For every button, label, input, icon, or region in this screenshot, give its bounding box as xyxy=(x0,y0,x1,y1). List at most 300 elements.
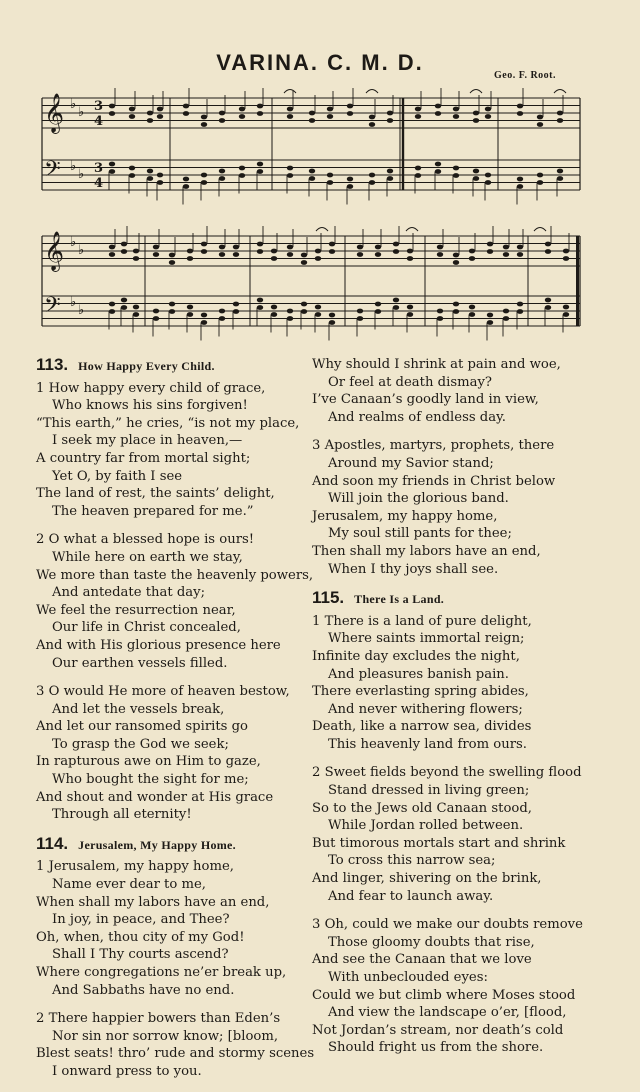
verse-line: Nor sin nor sorrow know; [bloom, xyxy=(52,1028,279,1044)
verse-line: And never withering flowers; xyxy=(328,701,523,717)
note-head xyxy=(453,166,459,171)
note-head xyxy=(201,313,207,318)
note-head xyxy=(327,180,333,185)
note-head xyxy=(133,312,139,317)
note-head xyxy=(133,249,139,254)
note-head xyxy=(169,309,175,314)
verse-line: So to the Jews old Canaan stood, xyxy=(312,800,532,816)
verse-line: Stand dressed in living green; xyxy=(328,783,530,799)
note-head xyxy=(485,107,491,112)
note-head xyxy=(201,242,207,247)
note-head xyxy=(487,242,493,247)
fermata-icon xyxy=(470,90,482,94)
verse-line: Yet O, by faith I see xyxy=(52,468,183,484)
note-head xyxy=(287,245,293,250)
verse-line: And pleasures banish pain. xyxy=(328,666,509,682)
verse-line: When shall my labors have an end, xyxy=(36,894,270,910)
fermata-icon xyxy=(406,228,418,232)
hymn-number: 114. xyxy=(36,833,69,853)
verse-line: We more than taste the heavenly powers, xyxy=(36,567,314,583)
hymn-113 xyxy=(36,355,314,824)
note-head xyxy=(109,252,115,257)
verse-line: When I thy joys shall see. xyxy=(328,561,499,577)
note-head xyxy=(201,249,207,254)
note-head xyxy=(257,169,263,174)
note-head xyxy=(169,302,175,307)
note-head xyxy=(407,312,413,317)
verse-line: Oh, when, thou city of my God! xyxy=(36,929,245,945)
note-head xyxy=(153,252,159,257)
note-head xyxy=(473,118,479,123)
note-head xyxy=(183,184,189,189)
note-head xyxy=(239,166,245,171)
note-head xyxy=(329,320,335,325)
verse-line: “This earth,” he cries, “is not my place, xyxy=(36,415,300,431)
note-head xyxy=(453,173,459,178)
verse-line: And shout and wonder at His grace xyxy=(36,789,274,805)
verse-line: I seek my place in heaven,— xyxy=(52,433,243,449)
verse-line: With unbeclouded eyes: xyxy=(328,970,488,985)
note-head xyxy=(257,104,263,109)
verse-line: And realms of endless day. xyxy=(328,409,506,425)
note-head xyxy=(435,111,441,116)
note-head xyxy=(183,104,189,109)
hymn-number: 113. xyxy=(36,355,69,374)
verse-line: Name ever dear to me, xyxy=(52,877,206,893)
note-head xyxy=(435,169,441,174)
note-head xyxy=(329,313,335,318)
verse-line: 1 Jerusalem, my happy home, xyxy=(36,859,234,875)
note-head xyxy=(301,260,307,265)
note-head xyxy=(517,104,523,109)
note-head xyxy=(183,177,189,182)
verse-line: While Jordan rolled between. xyxy=(328,818,524,834)
hymn-title: Jerusalem, My Happy Home. xyxy=(78,837,236,852)
note-head xyxy=(485,173,491,178)
verse-line: And soon my friends in Christ below xyxy=(312,473,556,489)
note-head xyxy=(357,245,363,250)
note-head xyxy=(487,249,493,254)
note-head xyxy=(301,253,307,258)
verse-line: Not Jordan’s stream, nor death’s cold xyxy=(312,1022,564,1038)
note-head xyxy=(287,316,293,321)
note-head xyxy=(563,249,569,254)
note-head xyxy=(147,169,153,174)
note-head xyxy=(393,249,399,254)
note-head xyxy=(309,111,315,116)
note-head xyxy=(375,302,381,307)
note-head xyxy=(357,316,363,321)
note-head xyxy=(187,312,193,317)
note-head xyxy=(121,298,127,303)
left-column xyxy=(36,355,315,1092)
note-head xyxy=(545,242,551,247)
note-head xyxy=(537,180,543,185)
note-head xyxy=(219,169,225,174)
note-head xyxy=(563,312,569,317)
note-head xyxy=(287,252,293,257)
flat-icon: ♭ xyxy=(70,97,77,112)
note-head xyxy=(309,118,315,123)
note-head xyxy=(387,169,393,174)
verse-line: I onward press to you. xyxy=(52,1063,202,1079)
fermata-icon xyxy=(366,90,378,94)
note-head xyxy=(357,252,363,257)
note-head xyxy=(201,180,207,185)
note-head xyxy=(469,312,475,317)
note-head xyxy=(369,173,375,178)
note-head xyxy=(393,242,399,247)
hymn-header xyxy=(36,356,306,376)
stanza xyxy=(36,683,306,824)
note-head xyxy=(517,309,523,314)
note-head xyxy=(271,256,277,261)
verse-line: 1 There is a land of pure delight, xyxy=(312,613,532,629)
note-head xyxy=(129,114,135,119)
note-head xyxy=(309,169,315,174)
note-head xyxy=(239,114,245,119)
flat-icon: ♭ xyxy=(78,105,85,120)
note-head xyxy=(537,173,543,178)
note-head xyxy=(375,252,381,257)
verse-line: Through all eternity! xyxy=(52,807,192,823)
note-head xyxy=(153,309,159,314)
verse-line: We feel the resurrection near, xyxy=(36,602,236,618)
note-head xyxy=(315,305,321,310)
verse-line: Then shall my labors have an end, xyxy=(312,543,541,559)
note-head xyxy=(271,305,277,310)
verse-line: 3 O would He more of heaven bestow, xyxy=(36,684,290,700)
verse-line: A country far from mortal sight; xyxy=(36,450,251,466)
note-head xyxy=(537,115,543,120)
note-head xyxy=(453,309,459,314)
flat-icon: ♭ xyxy=(78,167,85,182)
note-head xyxy=(545,249,551,254)
time-signature-numerator: 3 xyxy=(94,99,104,114)
fermata-icon xyxy=(554,90,566,94)
verse-line: Where saints immortal reign; xyxy=(328,631,525,647)
tune-title: VARINA. C. M. D. xyxy=(216,50,424,75)
note-head xyxy=(537,122,543,127)
verse-line: Blest seats! thro’ rude and stormy scenes xyxy=(36,1046,315,1062)
fermata-icon xyxy=(316,228,328,232)
verse-line: This heavenly land from ours. xyxy=(328,736,527,752)
flat-icon: ♭ xyxy=(70,295,77,310)
note-head xyxy=(487,320,493,325)
note-head xyxy=(109,111,115,116)
note-head xyxy=(153,316,159,321)
note-head xyxy=(375,309,381,314)
note-head xyxy=(129,107,135,112)
note-head xyxy=(503,316,509,321)
note-head xyxy=(415,173,421,178)
flat-icon: ♭ xyxy=(78,243,85,258)
verse-line: To grasp the God we seek; xyxy=(52,736,229,752)
verse-line: Those gloomy doubts that rise, xyxy=(328,934,535,950)
note-head xyxy=(287,107,293,112)
note-head xyxy=(387,118,393,123)
note-head xyxy=(545,298,551,303)
verse-line: And let our ransomed spirits go xyxy=(36,719,248,735)
verse-line: Where congregations ne’er break up, xyxy=(36,965,287,980)
stanza-list-continued xyxy=(312,356,587,578)
stanza xyxy=(36,1010,315,1080)
stanza xyxy=(312,613,587,754)
bass-clef-icon: 𝄢 xyxy=(44,293,61,323)
bass-clef-icon: 𝄢 xyxy=(44,157,61,187)
note-head xyxy=(233,252,239,257)
note-head xyxy=(329,249,335,254)
verse-line: Will join the glorious band. xyxy=(328,491,509,507)
stanza xyxy=(312,437,587,578)
note-head xyxy=(415,166,421,171)
note-head xyxy=(517,252,523,257)
verse-line: Why should I shrink at pain and woe, xyxy=(312,357,561,372)
hymn-title: There Is a Land. xyxy=(354,592,445,607)
note-head xyxy=(187,256,193,261)
note-head xyxy=(415,114,421,119)
note-head xyxy=(257,305,263,310)
hymn-header xyxy=(312,589,587,609)
note-head xyxy=(239,107,245,112)
note-head xyxy=(453,107,459,112)
note-head xyxy=(169,260,175,265)
note-head xyxy=(233,245,239,250)
stanza xyxy=(36,380,306,521)
note-head xyxy=(517,302,523,307)
treble-clef-icon: 𝄞 xyxy=(44,93,65,133)
note-head xyxy=(435,162,441,167)
note-head xyxy=(347,184,353,189)
note-head xyxy=(287,309,293,314)
verse-line: While here on earth we stay, xyxy=(52,549,243,565)
stanza xyxy=(312,916,587,1057)
note-head xyxy=(287,173,293,178)
note-head xyxy=(469,256,475,261)
note-head xyxy=(369,115,375,120)
note-head xyxy=(563,305,569,310)
time-signature-denominator: 4 xyxy=(94,114,104,129)
note-head xyxy=(517,111,523,116)
verse-line: Our life in Christ concealed, xyxy=(52,620,241,636)
verse-line: Death, like a narrow sea, divides xyxy=(312,719,532,735)
note-head xyxy=(473,111,479,116)
note-head xyxy=(157,180,163,185)
time-signature-numerator: 3 xyxy=(94,161,104,176)
note-head xyxy=(257,162,263,167)
note-head xyxy=(415,107,421,112)
note-head xyxy=(219,111,225,116)
verse-line: The heaven prepared for me.” xyxy=(52,503,254,519)
note-head xyxy=(201,320,207,325)
note-head xyxy=(187,249,193,254)
note-head xyxy=(393,298,399,303)
note-head xyxy=(387,176,393,181)
hymn-header xyxy=(36,835,306,855)
note-head xyxy=(183,111,189,116)
stanza xyxy=(36,531,314,672)
note-head xyxy=(121,305,127,310)
note-head xyxy=(157,107,163,112)
note-head xyxy=(557,169,563,174)
verse-line: Could we but climb where Moses stood xyxy=(312,987,576,1003)
note-head xyxy=(327,107,333,112)
verse-line: And fear to launch away. xyxy=(328,888,494,904)
note-head xyxy=(387,111,393,116)
verse-line: 2 There happier bowers than Eden’s xyxy=(36,1011,281,1027)
time-signature-denominator: 4 xyxy=(94,176,104,191)
note-head xyxy=(393,305,399,310)
stanza-list xyxy=(312,613,587,1057)
note-head xyxy=(201,115,207,120)
note-head xyxy=(517,177,523,182)
note-head xyxy=(407,256,413,261)
verse-line: And Sabbaths have no end. xyxy=(52,982,235,998)
hymn-114 xyxy=(36,833,315,1081)
verse-line: In joy, in peace, and Thee? xyxy=(52,912,230,928)
stanza xyxy=(312,764,587,905)
note-head xyxy=(109,245,115,250)
note-head xyxy=(369,180,375,185)
note-head xyxy=(219,176,225,181)
note-head xyxy=(129,166,135,171)
note-head xyxy=(453,260,459,265)
note-head xyxy=(147,176,153,181)
verse-line: The land of rest, the saints’ delight, xyxy=(36,486,275,502)
note-head xyxy=(503,245,509,250)
verse-line: Or feel at death dismay? xyxy=(328,374,492,390)
note-head xyxy=(437,245,443,250)
verse-line: 3 Apostles, martyrs, prophets, there xyxy=(312,438,555,454)
note-head xyxy=(557,118,563,123)
verse-line: Who knows his sins forgiven! xyxy=(52,398,248,414)
note-head xyxy=(239,173,245,178)
fermata-icon xyxy=(534,228,546,232)
verse-line: My soul still pants for thee; xyxy=(328,526,512,542)
hymn-number: 115. xyxy=(312,588,345,608)
note-head xyxy=(109,104,115,109)
verse-line: I’ve Canaan’s goodly land in view, xyxy=(312,392,539,408)
note-head xyxy=(169,253,175,258)
note-head xyxy=(147,118,153,123)
note-head xyxy=(301,302,307,307)
hymn-title: How Happy Every Child. xyxy=(78,359,215,373)
note-head xyxy=(201,122,207,127)
note-head xyxy=(347,104,353,109)
note-head xyxy=(219,118,225,123)
note-head xyxy=(257,249,263,254)
note-head xyxy=(329,242,335,247)
verse-line: Around my Savior stand; xyxy=(328,455,494,471)
note-head xyxy=(473,176,479,181)
stanza xyxy=(312,356,587,426)
note-head xyxy=(121,249,127,254)
note-head xyxy=(219,309,225,314)
note-head xyxy=(327,173,333,178)
note-head xyxy=(219,316,225,321)
note-head xyxy=(453,253,459,258)
note-head xyxy=(219,245,225,250)
verse-line: Jerusalem, my happy home, xyxy=(312,508,498,524)
note-head xyxy=(315,256,321,261)
note-head xyxy=(157,173,163,178)
note-head xyxy=(147,111,153,116)
note-head xyxy=(121,242,127,247)
note-head xyxy=(369,122,375,127)
note-head xyxy=(257,242,263,247)
verse-line: To cross this narrow sea; xyxy=(328,853,496,869)
note-head xyxy=(257,111,263,116)
verse-line: And let the vessels break, xyxy=(52,701,225,717)
stanza xyxy=(36,858,306,999)
note-head xyxy=(287,114,293,119)
verse-line: 2 Sweet fields beyond the swelling flood xyxy=(312,765,582,781)
note-head xyxy=(271,249,277,254)
verse-line: And see the Canaan that we love xyxy=(312,952,532,968)
note-head xyxy=(315,312,321,317)
note-head xyxy=(109,162,115,167)
flat-icon: ♭ xyxy=(70,235,77,250)
note-head xyxy=(133,305,139,310)
note-head xyxy=(407,305,413,310)
verse-line: Who bought the sight for me; xyxy=(52,772,249,788)
verse-line: And view the landscape o’er, [flood, xyxy=(328,1005,567,1021)
note-head xyxy=(485,114,491,119)
final-bar xyxy=(576,236,579,326)
flat-icon: ♭ xyxy=(78,303,85,318)
note-head xyxy=(469,305,475,310)
note-head xyxy=(453,114,459,119)
note-head xyxy=(347,111,353,116)
note-head xyxy=(133,256,139,261)
note-head xyxy=(233,309,239,314)
verse-line: Shall I Thy courts ascend? xyxy=(52,947,229,963)
flat-icon: ♭ xyxy=(70,159,77,174)
verse-line: 1 How happy every child of grace, xyxy=(36,380,266,396)
note-head xyxy=(219,252,225,257)
note-head xyxy=(503,252,509,257)
note-head xyxy=(485,180,491,185)
note-head xyxy=(517,245,523,250)
verse-line: 2 O what a blessed hope is ours! xyxy=(36,532,255,548)
composer-credit: Geo. F. Root. xyxy=(494,70,556,81)
note-head xyxy=(109,169,115,174)
stanza-list xyxy=(36,380,314,824)
note-head xyxy=(201,173,207,178)
note-head xyxy=(309,176,315,181)
note-head xyxy=(503,309,509,314)
fermata-icon xyxy=(284,90,296,94)
verse-line: 3 Oh, could we make our doubts remove xyxy=(312,917,583,933)
note-head xyxy=(187,305,193,310)
note-head xyxy=(545,305,551,310)
note-head xyxy=(157,114,163,119)
hymn-115 xyxy=(312,589,587,1057)
note-head xyxy=(271,312,277,317)
note-head xyxy=(557,111,563,116)
verse-line: In rapturous awe on Him to gaze, xyxy=(36,754,261,770)
stanza-list xyxy=(36,858,315,1080)
verse-line: And with His glorious presence here xyxy=(36,637,281,653)
verse-line: And linger, shivering on the brink, xyxy=(312,871,542,887)
note-head xyxy=(153,245,159,250)
note-head xyxy=(301,309,307,314)
right-column xyxy=(312,356,587,1068)
note-head xyxy=(315,249,321,254)
note-head xyxy=(435,104,441,109)
note-head xyxy=(347,177,353,182)
note-head xyxy=(437,309,443,314)
